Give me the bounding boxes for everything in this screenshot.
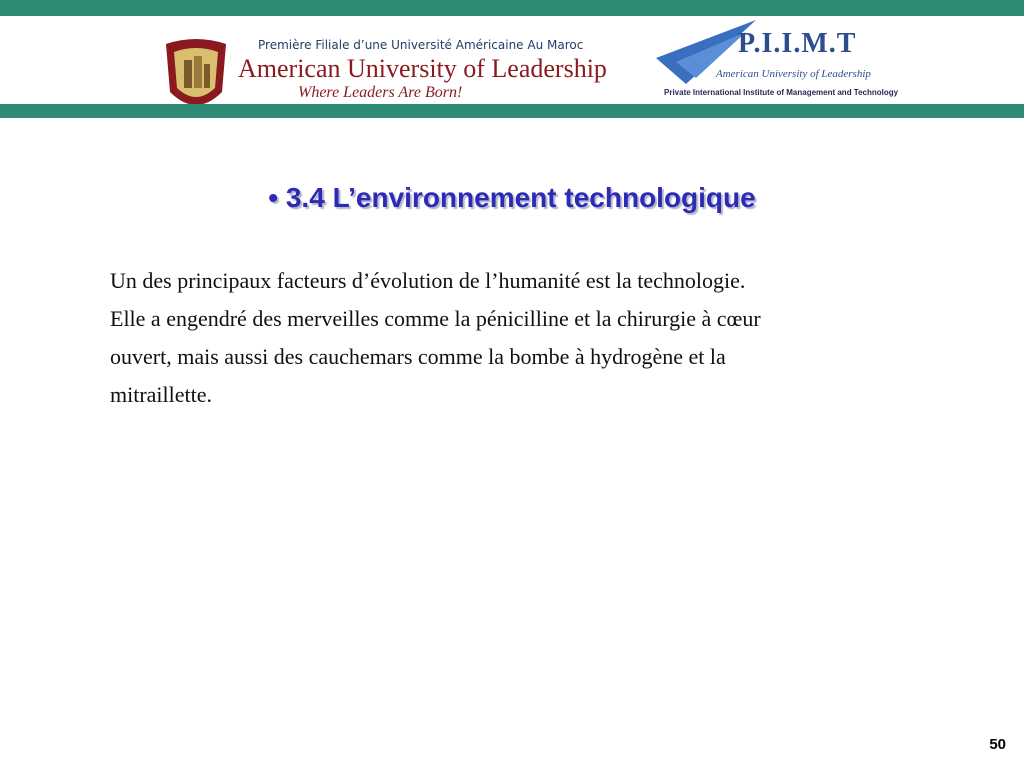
page-number: 50 (989, 736, 1006, 753)
paragraph-line: ouvert, mais aussi des cauchemars comme la bombe à hydrogène et la (110, 344, 726, 369)
header (0, 16, 1024, 104)
paragraph-line: mitraillette. (110, 382, 213, 407)
paragraph-line: Elle a engendré des merveilles comme la pénicilline et la chirurgie à cœur (110, 306, 761, 331)
header-band (0, 104, 1024, 118)
aul-branding (238, 34, 618, 102)
slide-title: • 3.4 L’environnement technologique (268, 182, 756, 213)
piimt-fullname: Private International Institute of Management and Technology (664, 88, 899, 97)
aul-motto: Where Leaders Are Born! (298, 84, 463, 101)
paragraph-line: Un des principaux facteurs d’évolution de l’humanité est la technologie. (110, 268, 746, 293)
slide-paragraph (110, 262, 970, 414)
aul-subtitle: Première Filiale d’une Université Américaine Au Maroc (258, 38, 584, 52)
aul-name: American University of Leadership (238, 54, 607, 83)
piimt-name: P.I.I.M.T (738, 28, 857, 59)
aul-seal-logo (160, 36, 232, 114)
top-band (0, 0, 1024, 16)
piimt-script: American University of Leadership (716, 68, 871, 80)
